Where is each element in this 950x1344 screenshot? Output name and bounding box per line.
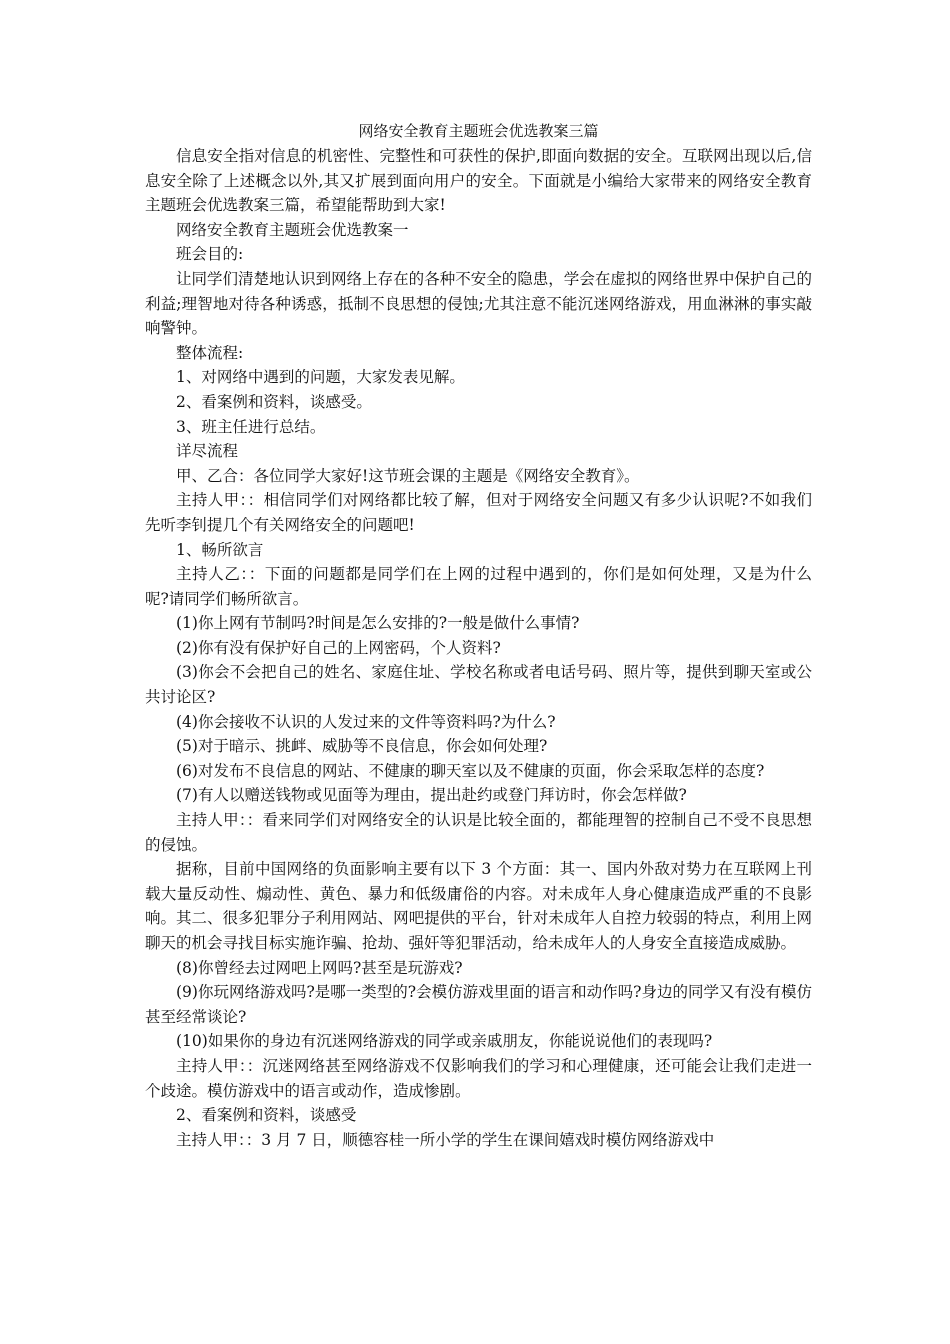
list-item-process-2: 2、看案例和资料，谈感受。 xyxy=(176,392,372,411)
paragraph-host-a-4: 主持人甲：：3 月 7 日，顺德容桂一所小学的学生在课间嬉戏时模仿网络游戏中 xyxy=(176,1130,715,1149)
question-3: (3)你会不会把自己的姓名、家庭住址、学校名称或者电话号码、照片等，提供到聊天室或公共讨论区? xyxy=(145,663,812,707)
section-heading-plan-one: 网络安全教育主题班会优选教案一 xyxy=(176,220,409,239)
list-item-process-3: 3、班主任进行总结。 xyxy=(176,417,326,436)
paragraph-report: 据称，目前中国网络的负面影响主要有以下 3 个方面：其一、国内外敌对势力在互联网上刊载大量反动性、煽动性、黄色、暴力和低级庸俗的内容。对未成年人身心健康造成严重的不良影响。其二、很多犯罪分子利用网站、网吧提供的平台，针对未成年人自控力较弱的特点，利用上网聊天的机会寻找目标实施诈骗、抢劫、强奸等犯罪活动，给未成年人的人身安全直接造成威胁。 xyxy=(145,860,812,952)
paragraph-label-process: 整体流程: xyxy=(176,343,244,362)
paragraph-label-detail: 详尽流程 xyxy=(176,442,239,461)
document-title: 网络安全教育主题班会优选教案三篇 xyxy=(358,122,599,140)
paragraph-host-a-3: 主持人甲：：沉迷网络甚至网络游戏不仅影响我们的学习和心理健康，还可能会让我们走进一个歧途。模仿游戏中的语言或动作，造成惨剧。 xyxy=(145,1056,812,1100)
paragraph-host-a-1: 主持人甲：：相信同学们对网络都比较了解，但对于网络安全问题又有多少认识呢?不如我们先听李钊提几个有关网络安全的问题吧! xyxy=(145,491,812,534)
paragraph-goal: 让同学们清楚地认识到网络上存在的各种不安全的隐患，学会在虚拟的网络世界中保护自己的利益;理智地对待各种诱惑，抵制不良思想的侵蚀;尤其注意不能沉迷网络游戏，用血淋淋的事实敲响警钟。 xyxy=(145,269,812,338)
subheading-speak-freely: 1、畅所欲言 xyxy=(176,540,264,559)
question-7: (7)有人以赠送钱物或见面等为理由，提出赴约或登门拜访时，你会怎样做? xyxy=(176,786,687,805)
question-1: (1)你上网有节制吗?时间是怎么安排的?一般是做什么事情? xyxy=(176,614,580,633)
paragraph-host-b-1: 主持人乙：：下面的问题都是同学们在上网的过程中遇到的，你们是如何处理，又是为什么呢?请同学们畅所欲言。 xyxy=(145,565,812,608)
list-item-process-1: 1、对网络中遇到的问题，大家发表见解。 xyxy=(176,368,465,387)
paragraph-intro: 信息安全指对信息的机密性、完整性和可获性的保护,即面向数据的安全。互联网出现以后,信息安全除了上述概念以外,其又扩展到面向用户的安全。下面就是小编给大家带来的网络安全教育主题班会优选教案三篇，希望能帮助到大家! xyxy=(145,147,812,215)
question-2: (2)你有没有保护好自己的上网密码，个人资料? xyxy=(176,638,501,657)
question-6: (6)对发布不良信息的网站、不健康的聊天室以及不健康的页面，你会采取怎样的态度? xyxy=(176,761,765,780)
subheading-cases: 2、看案例和资料，谈感受 xyxy=(176,1106,357,1125)
question-5: (5)对于暗示、挑衅、威胁等不良信息，你会如何处理? xyxy=(176,737,548,756)
paragraph-label-goal: 班会目的: xyxy=(176,245,244,264)
paragraph-host-a-2: 主持人甲：：看来同学们对网络安全的认识是比较全面的，都能理智的控制自己不受不良思想的侵蚀。 xyxy=(145,811,812,854)
question-9: (9)你玩网络游戏吗?是哪一类型的?会模仿游戏里面的语言和动作吗?身边的同学又有没有模仿甚至经常谈论? xyxy=(145,983,812,1026)
question-10: (10)如果你的身边有沉迷网络游戏的同学或亲戚朋友，你能说说他们的表现吗? xyxy=(176,1032,713,1051)
document-page xyxy=(145,120,812,1152)
question-4: (4)你会接收不认识的人发过来的文件等资料吗?为什么? xyxy=(176,712,556,731)
question-8: (8)你曾经去过网吧上网吗?甚至是玩游戏? xyxy=(176,958,463,977)
paragraph-opening: 甲、乙合：各位同学大家好!这节班会课的主题是《网络安全教育》。 xyxy=(176,466,640,485)
